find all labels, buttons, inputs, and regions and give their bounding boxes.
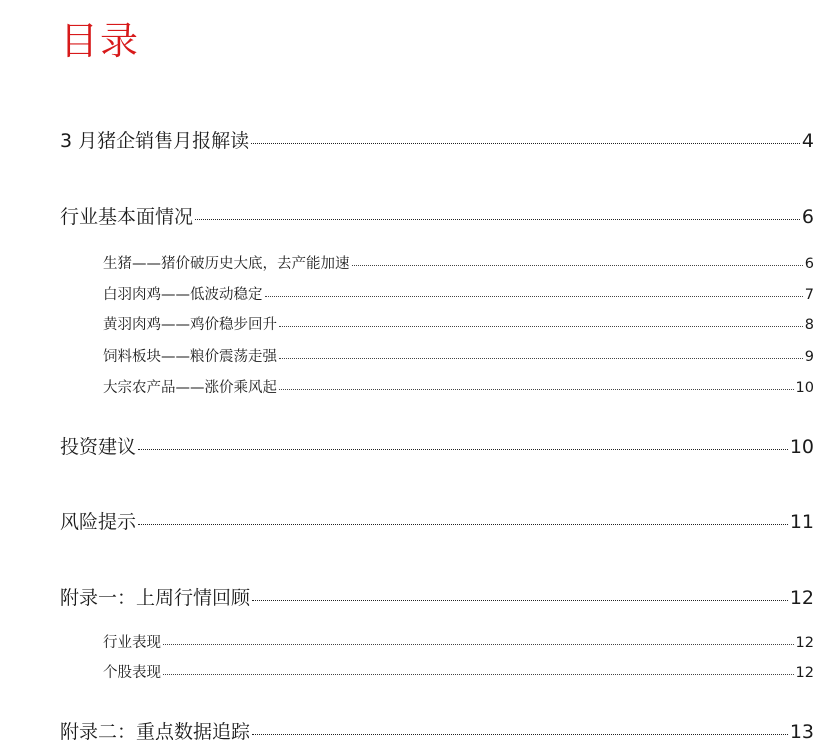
dot-leader <box>252 600 788 601</box>
toc-entry-4[interactable] <box>60 507 814 537</box>
dot-leader <box>279 358 803 359</box>
toc-page-number: 4 <box>801 130 814 152</box>
toc-page-number: 10 <box>795 380 814 396</box>
toc-entry-2[interactable] <box>60 202 814 232</box>
dot-leader <box>279 326 803 327</box>
toc-entry-label: 投资建议 <box>60 436 137 458</box>
toc-page-number: 13 <box>789 721 814 743</box>
toc-subentry-5-1[interactable] <box>103 631 814 655</box>
toc-page-number: 6 <box>801 206 814 228</box>
toc-page-number: 11 <box>789 511 814 533</box>
toc-entry-6[interactable] <box>60 717 814 747</box>
dot-leader <box>195 219 800 220</box>
toc-subentry-2-2[interactable] <box>103 283 814 307</box>
toc-entry-1[interactable] <box>60 126 814 156</box>
toc-entry-label: 白羽肉鸡——低波动稳定 <box>103 287 263 303</box>
toc-entry-5[interactable] <box>60 583 814 613</box>
dot-leader <box>352 265 803 266</box>
dot-leader <box>163 644 794 645</box>
dot-leader <box>138 449 788 450</box>
toc-entry-label: 风险提示 <box>60 511 137 533</box>
toc-entry-label: 3 月猪企销售月报解读 <box>60 130 250 152</box>
toc-page-number: 7 <box>804 287 814 303</box>
toc-entry-label: 附录二：重点数据追踪 <box>60 721 251 743</box>
toc-subentry-2-1[interactable] <box>103 252 814 276</box>
toc-subentry-2-4[interactable] <box>103 345 814 369</box>
toc-page-number: 12 <box>789 587 814 609</box>
toc-entry-label: 附录一：上周行情回顾 <box>60 587 251 609</box>
toc-entry-label: 生猪——猪价破历史大底，去产能加速 <box>103 256 350 272</box>
toc-page-number: 9 <box>804 349 814 365</box>
dot-leader <box>265 296 803 297</box>
toc-page-number: 12 <box>795 665 814 681</box>
toc-entry-3[interactable] <box>60 432 814 462</box>
dot-leader <box>279 389 794 390</box>
toc-subentry-2-5[interactable] <box>103 376 814 400</box>
dot-leader <box>163 674 794 675</box>
dot-leader <box>138 524 788 525</box>
toc-page-number: 8 <box>804 317 814 333</box>
toc-page-number: 10 <box>789 436 814 458</box>
toc-entry-label: 黄羽肉鸡——鸡价稳步回升 <box>103 317 277 333</box>
toc-subentry-2-3[interactable] <box>103 313 814 337</box>
toc-page-number: 6 <box>804 256 814 272</box>
toc-entry-label: 行业基本面情况 <box>60 206 194 228</box>
toc-entry-label: 饲料板块——粮价震荡走强 <box>103 349 277 365</box>
toc-title: 目录 <box>60 19 141 63</box>
toc-entry-label: 行业表现 <box>103 635 161 651</box>
toc-entry-label: 大宗农产品——涨价乘风起 <box>103 380 277 396</box>
toc-page-number: 12 <box>795 635 814 651</box>
dot-leader <box>252 734 788 735</box>
dot-leader <box>251 143 800 144</box>
toc-subentry-5-2[interactable] <box>103 661 814 685</box>
toc-entry-label: 个股表现 <box>103 665 161 681</box>
